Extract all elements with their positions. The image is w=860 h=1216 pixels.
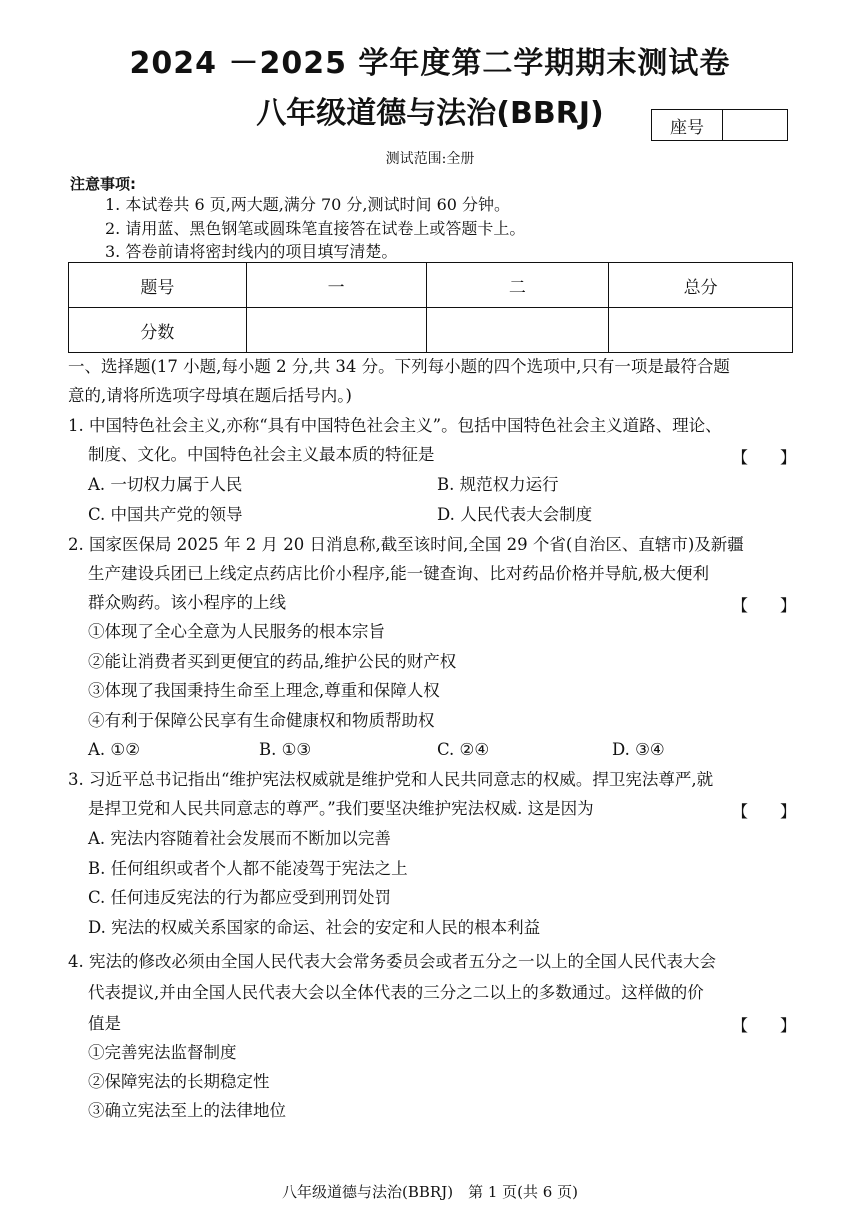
q1-option-a: A. 一切权力属于人民: [88, 475, 243, 494]
q4-answer-bracket[interactable]: 【 】: [732, 1016, 797, 1035]
section1-instruction-line1: 一、选择题(17 小题,每小题 2 分,共 34 分。下列每小题的四个选项中,只有一项是最符合题: [68, 357, 730, 376]
q1-answer-bracket[interactable]: 【 】: [732, 448, 797, 467]
seat-number-label: 座号: [652, 110, 723, 140]
notice-item-2: 2. 请用蓝、黑色钢笔或圆珠笔直接答在试卷上或答题卡上。: [105, 219, 526, 238]
exam-title: 2024 －2025 学年度第二学期期末测试卷: [129, 46, 731, 81]
page-footer: 八年级道德与法治(BBRJ) 第 1 页(共 6 页): [282, 1183, 578, 1201]
notice-item-3: 3. 答卷前请将密封线内的项目填写清楚。: [105, 242, 398, 261]
q3-option-b: B. 任何组织或者个人都不能凌驾于宪法之上: [88, 859, 408, 878]
q2-statement-3: ③体现了我国秉持生命至上理念,尊重和保障人权: [88, 681, 440, 700]
q2-stem-line3: 群众购药。该小程序的上线: [88, 593, 286, 612]
q2-stem-line2: 生产建设兵团已上线定点药店比价小程序,能一键查询、比对药品价格并导航,极大便利: [88, 564, 709, 583]
q1-option-c: C. 中国共产党的领导: [88, 505, 243, 524]
q3-stem-line2: 是捍卫党和人民共同意志的尊严。”我们要坚决维护宪法权威. 这是因为: [88, 799, 594, 818]
q2-option-c: C. ②④: [437, 740, 490, 759]
q1-option-b: B. 规范权力运行: [437, 475, 559, 494]
q2-answer-bracket[interactable]: 【 】: [732, 596, 797, 615]
score-table-header-row: [69, 263, 793, 308]
q3-option-a: A. 宪法内容随着社会发展而不断加以完善: [88, 829, 391, 848]
score-header-part1: 一: [246, 263, 426, 308]
q2-statement-4: ④有利于保障公民享有生命健康权和物质帮助权: [88, 711, 435, 730]
q1-stem-line2: 制度、文化。中国特色社会主义最本质的特征是: [88, 445, 435, 464]
notice-heading: 注意事项:: [70, 175, 136, 193]
q4-statement-3: ③确立宪法至上的法律地位: [88, 1101, 286, 1120]
q4-statement-1: ①完善宪法监督制度: [88, 1043, 237, 1062]
q2-option-d: D. ③④: [612, 740, 665, 759]
q1-stem-line1: 1. 中国特色社会主义,亦称“具有中国特色社会主义”。包括中国特色社会主义道路、理论、: [68, 416, 722, 435]
score-table-score-row: [69, 308, 793, 353]
q4-stem-line3: 值是: [88, 1014, 121, 1033]
q4-stem-line1: 4. 宪法的修改必须由全国人民代表大会常务委员会或者五分之一以上的全国人民代表大会: [68, 952, 716, 971]
q2-statement-2: ②能让消费者买到更便宜的药品,维护公民的财产权: [88, 652, 457, 671]
q3-stem-line1: 3. 习近平总书记指出“维护宪法权威就是维护党和人民共同意志的权威。捍卫宪法尊严,就: [68, 770, 714, 789]
seat-number-box: [651, 109, 788, 141]
score-header-total: 总分: [609, 263, 793, 308]
q3-option-d: D. 宪法的权威关系国家的命运、社会的安定和人民的根本利益: [88, 918, 541, 937]
q4-statement-2: ②保障宪法的长期稳定性: [88, 1072, 270, 1091]
q2-stem-line1: 2. 国家医保局 2025 年 2 月 20 日消息称,截至该时间,全国 29 个省(自治区、直辖市)及新疆: [68, 535, 744, 554]
test-scope: 测试范围:全册: [385, 151, 475, 167]
score-cell-part2[interactable]: [426, 308, 609, 353]
section1-instruction-line2: 意的,请将所选项字母填在题后括号内。): [68, 386, 352, 405]
q2-option-a: A. ①②: [88, 740, 140, 759]
q3-answer-bracket[interactable]: 【 】: [732, 802, 797, 821]
score-cell-total[interactable]: [609, 308, 793, 353]
seat-number-field[interactable]: [723, 110, 787, 140]
exam-subject-title: 八年级道德与法治(BBRJ): [256, 96, 604, 131]
score-cell-part1[interactable]: [246, 308, 426, 353]
q4-stem-line2: 代表提议,并由全国人民代表大会以全体代表的三分之二以上的多数通过。这样做的价: [88, 983, 704, 1002]
q2-statement-1: ①体现了全心全意为人民服务的根本宗旨: [88, 622, 385, 641]
score-table: [68, 262, 793, 353]
score-row-label: 分数: [69, 308, 247, 353]
score-header-part2: 二: [426, 263, 609, 308]
score-header-question: 题号: [69, 263, 247, 308]
q2-option-b: B. ①③: [259, 740, 312, 759]
q1-option-d: D. 人民代表大会制度: [437, 505, 593, 524]
notice-item-1: 1. 本试卷共 6 页,两大题,满分 70 分,测试时间 60 分钟。: [105, 195, 511, 214]
q3-option-c: C. 任何违反宪法的行为都应受到刑罚处罚: [88, 888, 392, 907]
